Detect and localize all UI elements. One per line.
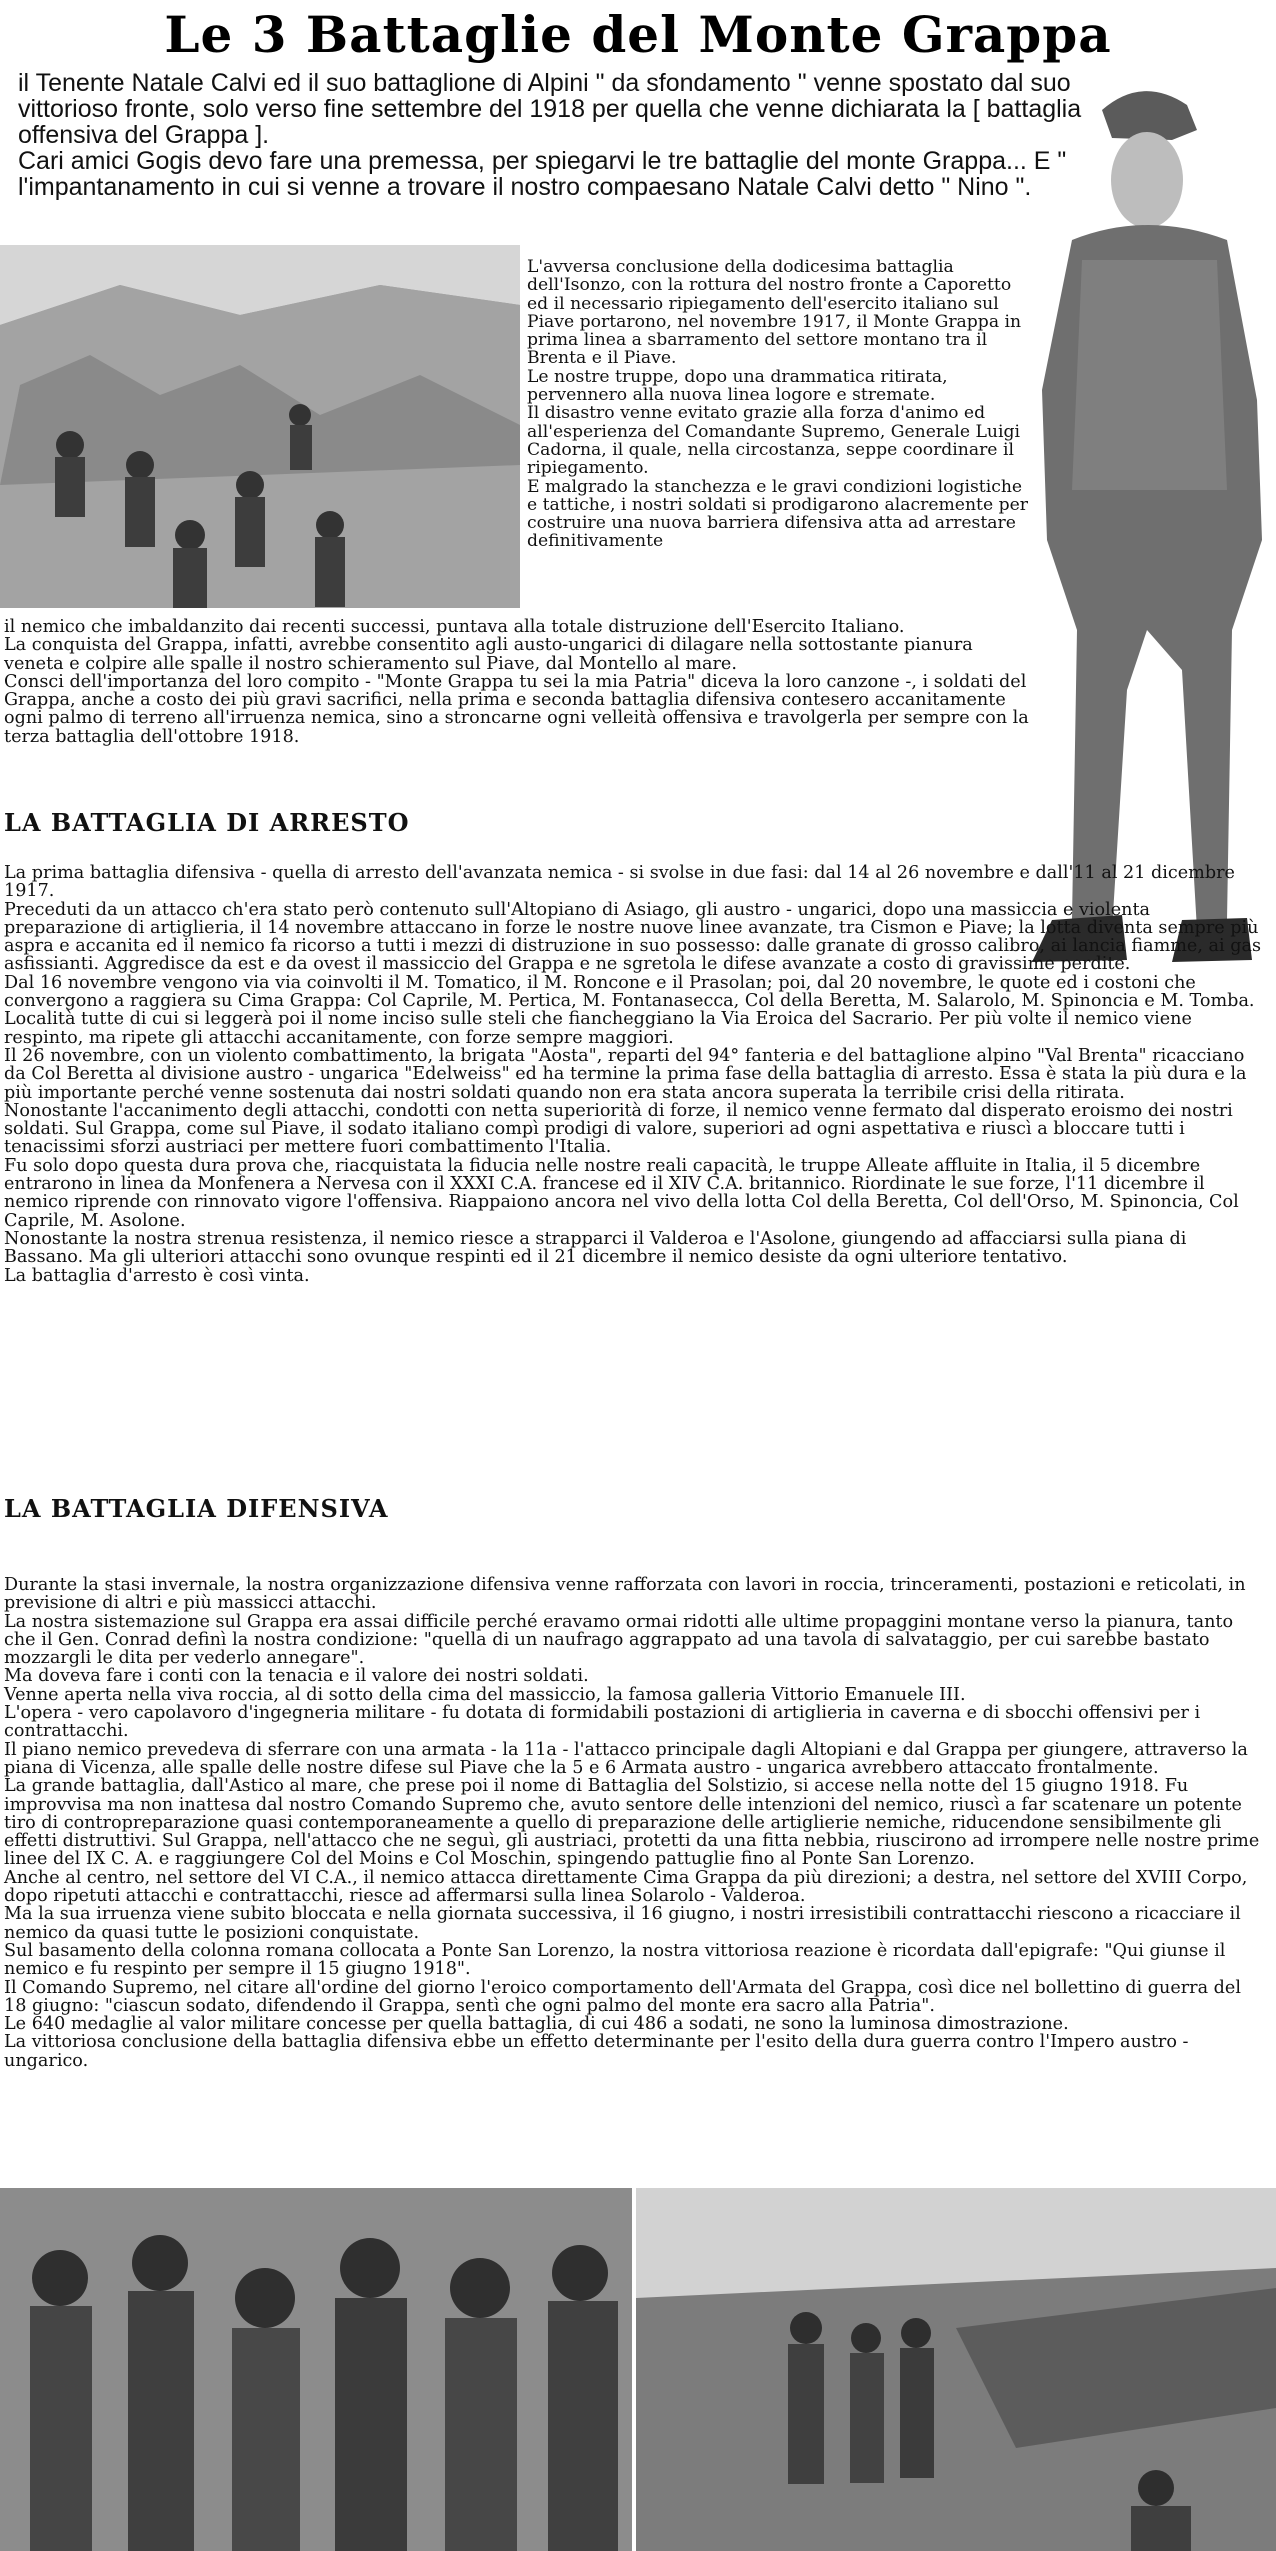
intro-text xyxy=(18,70,1108,200)
column-paragraph: Il disastro venne evitato grazie alla forza d'animo ed all'esperienza del Comandante Supremo, Generale Luigi Cadorna, il quale, nella circostanza, seppe coordinare il ripiegamento. xyxy=(527,403,1020,479)
text-paragraph: La conquista del Grappa, infatti, avrebbe consentito agli austo-ungarici di dilagare nella sottostante pianura veneta e colpire alle spalle il nostro schieramento sul Piave, dal Montello al mare. xyxy=(4,635,973,674)
text-paragraph: Anche al centro, nel settore del VI C.A., il nemico attacca direttamente Cima Grappa da più direzioni; a destra, nel settore del XVIII Corpo, dopo ripetuti attacchi e contrattacchi, riesce ad affermarsi sulla linea Solarolo - Valderoa. xyxy=(4,1867,1248,1907)
intro-paragraph: Cari amici Gogis devo fare una premessa, per spiegarvi le tre battaglie del monte Grappa... E " l'impantanamento in cui si venne a trovare il nostro compaesano Natale Calvi detto " Nino ". xyxy=(18,147,1067,201)
text-paragraph: La grande battaglia, dall'Astico al mare, che prese poi il nome di Battaglia del Solstizio, si accese nella notte del 15 giugno 1918. Fu improvvisa ma non inattesa dal nostro Comando Supremo che, avuto sentore delle intenzioni del nemico, riuscì a far scatenare un potente tiro di contropreparazione quasi contemporaneamente a quello di preparazione delle artiglierie nemiche, riducendone sensibilmente gli effetti distruttivi. Sul Grappa, nell'attacco che ne seguì, gli austriaci, protetti da una fitta nebbia, riuscirono ad irrompere nelle nostre prime linee del IX C. A. e raggiungere Col del Moins e Col Moschin, spingendo pattuglie fino al Ponte San Lorenzo. xyxy=(4,1776,1260,1870)
continuation-text xyxy=(4,618,1034,746)
column-paragraph: Le nostre truppe, dopo una drammatica ritirata, pervennero alla nuova linea logore e stremate. xyxy=(527,366,948,406)
column-paragraph: E malgrado la stanchezza e le gravi condizioni logistiche e tattiche, i nostri soldati si prodigarono alacremente per costruire una nuova barriera difensiva atta ad arrestare definitivamente xyxy=(527,476,1028,552)
text-paragraph: Nonostante l'accanimento degli attacchi, condotti con netta superiorità di forze, il nemico venne fermato dal disperato eroismo dei nostri soldati. Sul Grappa, come sul Piave, il sodato italiano compì prodigi di valore, superiori ad ogni aspettativa e riuscì a bloccare tutti i tenacissimi sforzi austriaci per mettere fuori combattimento l'Italia. xyxy=(4,1100,1233,1158)
column-paragraph: L'avversa conclusione della dodicesima battaglia dell'Isonzo, con la rottura del nostro fronte a Caporetto ed il necessario ripiegamento dell'esercito italiano sul Piave portarono, nel novembre 1917, il Monte Grappa in prima linea a sbarramento del settore montano tra il Brenta e il Piave. xyxy=(527,257,1022,369)
text-paragraph: Dal 16 novembre vengono via via coinvolti il M. Tomatico, il M. Roncone e il Prasolan; poi, dal 20 novembre, le quote ed i costoni che convergono a raggiera su Cima Grappa: Col Caprile, M. Pertica, M. Fontanasecca, Col della Beretta, M. Salarolo, M. Spinoncia e M. Tomba. Località tutte di cui si leggerà poi il nome inciso sulle steli che fiancheggiano la Via Eroica del Sacrario. Per più volte il nemico viene respinto, ma ripete gli attacchi accanitamente, con forze sempre maggiori. xyxy=(4,972,1255,1048)
text-paragraph: Ma la sua irruenza viene subito bloccata e nella giornata successiva, il 16 giugno, i nostri irresistibili contrattacchi riescono a ricacciare il nemico da quasi tutte le posizioni conquistate. xyxy=(4,1904,1241,1943)
text-paragraph: La prima battaglia difensiva - quella di arresto dell'avanzata nemica - si svolse in due fasi: dal 14 al 26 novembre e dall'11 al 21 dicembre 1917. xyxy=(4,863,1235,902)
column-text xyxy=(527,258,1032,551)
text-paragraph: Il piano nemico prevedeva di sferrare con una armata - la 11a - l'attacco principale dagli Altopiani e dal Grappa per giungere, attraverso la piana di Vicenza, alle spalle delle nostre difese sul Piave che la 5 e 6 Armata austro - ungarica avrebbero attaccato frontalmente. xyxy=(4,1739,1248,1778)
section-difensiva-text xyxy=(4,1576,1266,2070)
text-paragraph: Il Comando Supremo, nel citare all'ordine del giorno l'eroico comportamento dell'Armata del Grappa, così dice nel bollettino di guerra del 18 giugno: "ciascun sodato, difendendo il Grappa, sentì che ogni palmo del monte era sacro alla Patria". xyxy=(4,1977,1241,2016)
text-paragraph: Le 640 medaglie al valor militare concesse per quella battaglia, di cui 486 a sodati, ne sono la luminosa dimostrazione. xyxy=(4,2014,1069,2035)
text-paragraph: La vittoriosa conclusione della battaglia difensiva ebbe un effetto determinante per l'esito della dura guerra contro l'Impero austro - ungarico. xyxy=(4,2032,1189,2071)
section-arresto-text xyxy=(4,864,1266,1285)
text-paragraph: Preceduti da un attacco ch'era stato però contenuto sull'Altopiano di Asiago, gli austro - ungarici, dopo una massiccia e violenta preparazione di artiglieria, il 14 novembre attaccano in forze le nostre nuove linee avanzate, tra Cismon e Piave; la lotta diventa sempre più aspra e accanita ed il nemico fa ricorso a tutti i mezzi di distruzione in suo possesso: dalle granate di grosso calibro, ai lancia fiamme, ai gas asfissianti. Aggredisce da est e da ovest il massiccio del Grappa e ne sgretola le difese avanzate a costo di gravissime perdite. xyxy=(4,899,1262,975)
text-paragraph: Durante la stasi invernale, la nostra organizzazione difensiva venne rafforzata con lavori in roccia, trinceramenti, postazioni e reticolati, in previsione di altri e più massicci attacchi. xyxy=(4,1575,1246,1614)
text-paragraph: Nonostante la nostra strenua resistenza, il nemico riesce a strapparci il Valderoa e l'Asolone, giungendo ad affacciarsi sulla piana di Bassano. Ma gli ulteriori attacchi sono ovunque respinti ed il 21 dicembre il nemico desiste da ogni ulteriore tentativo. xyxy=(4,1228,1187,1268)
text-paragraph: Ma doveva fare i conti con la tenacia e il valore dei nostri soldati. xyxy=(4,1666,589,1687)
text-paragraph: La nostra sistemazione sul Grappa era assai difficile perché eravamo ormai ridotti alle ultime propaggini montane verso la pianura, tanto che il Gen. Conrad definì la nostra condizione: "quella di un naufrago aggrappato ad una tavola di salvataggio, per cui sarebbe bastato mozzargli le dita per vederlo annegare". xyxy=(4,1611,1234,1669)
text-paragraph: Il 26 novembre, con un violento combattimento, la brigata "Aosta", reparti del 94° fanteria e del battaglione alpino "Val Brenta" ricacciano da Col Beretta al divisione austro - ungarica "Edelweiss" ed ha termine la prima fase della battaglia di arresto. Essa è stata la più dura e la più importante perché venne sostenuta dai nostri soldati quando non era stata ancora superata la terribile crisi della ritirata. xyxy=(4,1045,1247,1103)
text-paragraph: Venne aperta nella viva roccia, al di sotto della cima del massiccio, la famosa galleria Vittorio Emanuele III. xyxy=(4,1684,966,1705)
officer-portrait-photo xyxy=(1012,70,1276,970)
text-paragraph: Fu solo dopo questa dura prova che, riacquistata la fiducia nelle nostre reali capacità, le truppe Alleate affluite in Italia, il 5 dicembre entrarono in linea da Monfenera a Nervesa con il XXXI C.A. francese ed il XIV C.A. britannico. Riordinate le sue forze, l'11 dicembre il nemico riprende con rinnovato vigore l'offensiva. Riappaiono ancora nel vivo della lotta Col della Beretta, Col dell'Orso, M. Spinoncia, Col Caprile, M. Asolone. xyxy=(4,1155,1239,1231)
text-paragraph: Sul basamento della colonna romana collocata a Ponte San Lorenzo, la nostra vittoriosa reazione è ricordata dall'epigrafe: "Qui giunse il nemico e fu respinto per sempre il 15 giugno 1918". xyxy=(4,1940,1226,1980)
page-title: Le 3 Battaglie del Monte Grappa xyxy=(164,5,1112,64)
soldiers-mountain-photo xyxy=(0,245,520,608)
text-paragraph: Consci dell'importanza del loro compito - "Monte Grappa tu sei la mia Patria" diceva la loro canzone -, i soldati del Grappa, anche a costo dei più gravi sacrifici, nella prima e seconda battaglia difensiva contesero accanitamente ogni palmo di terreno all'irruenza nemica, sino a stroncarne ogni velleità offensiva e travolgerla per sempre con la terza battaglia dell'ottobre 1918. xyxy=(4,671,1029,747)
text-paragraph: L'opera - vero capolavoro d'ingegneria militare - fu dotata di formidabili postazioni di artiglieria in caverna e di sbocchi offensivi per i contrattacchi. xyxy=(4,1703,1201,1742)
trench-soldiers-photo xyxy=(636,2188,1276,2551)
intro-paragraph: il Tenente Natale Calvi ed il suo battaglione di Alpini " da sfondamento " venne spostato dal suo vittorioso fronte, solo verso fine settembre del 1918 per quella che venne dichiarata la [ battaglia offensiva del Grappa ]. xyxy=(18,69,1082,149)
alpini-group-photo xyxy=(0,2188,632,2551)
text-paragraph: La battaglia d'arresto è così vinta. xyxy=(4,1265,310,1286)
text-paragraph: il nemico che imbaldanzito dai recenti successi, puntava alla totale distruzione dell'Esercito Italiano. xyxy=(4,617,905,637)
section-heading-arresto: LA BATTAGLIA DI ARRESTO xyxy=(4,808,410,837)
section-heading-difensiva: LA BATTAGLIA DIFENSIVA xyxy=(4,1494,389,1523)
